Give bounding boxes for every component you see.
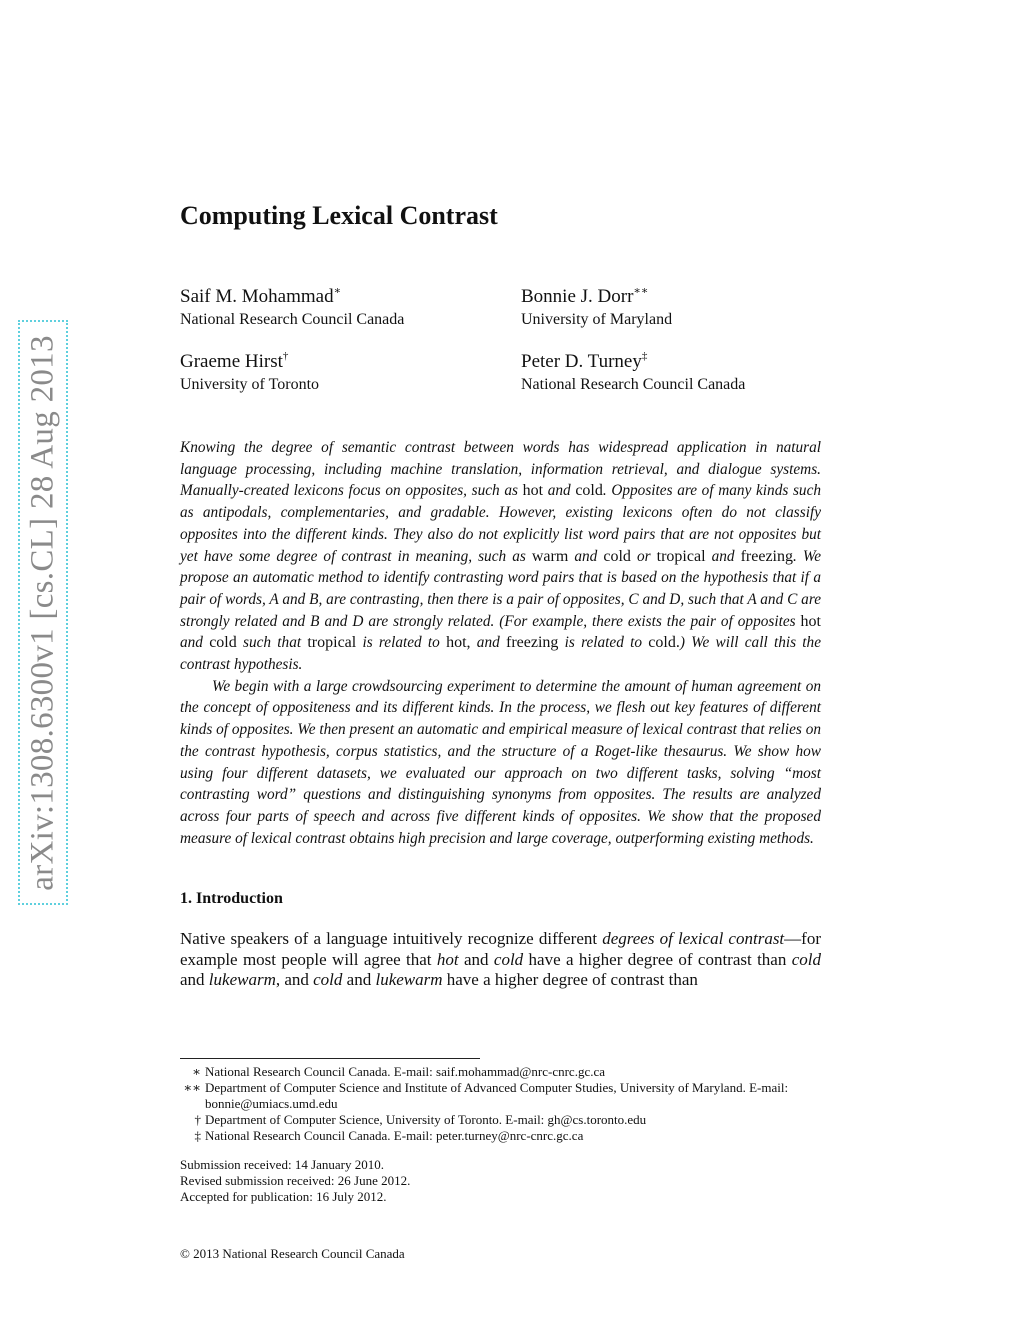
text-run: degrees of lexical contrast	[602, 929, 785, 948]
footnote-mark: ‡	[194, 1128, 201, 1143]
footnote	[180, 1080, 830, 1112]
footnote-text: Department of Computer Science, University of Toronto. E-mail: gh@cs.toronto.edu	[205, 1112, 647, 1127]
text-run: warm	[531, 547, 569, 565]
footnote-mark: ∗	[192, 1064, 201, 1079]
footnote-mark: ∗∗	[183, 1080, 201, 1095]
author-block	[180, 279, 404, 331]
footnote-text: Department of Computer Science and Institute of Advanced Computer Studies, University of Maryland. E-mail: bonnie@umiacs.umd.edu	[205, 1080, 789, 1111]
text-run: hot	[436, 949, 459, 969]
text-run: and	[543, 482, 576, 500]
text-run: Native speakers of a language intuitively recognize different	[180, 929, 603, 948]
footnote	[180, 1112, 830, 1128]
text-run: and	[458, 949, 494, 969]
paper-title: Computing Lexical Contrast	[180, 201, 498, 230]
text-run: and	[342, 970, 376, 989]
author-mark: †	[282, 350, 289, 362]
footnote	[180, 1128, 830, 1144]
footnotes	[180, 1064, 830, 1144]
author-name: Saif M. Mohammad	[180, 286, 334, 307]
author-name: Peter D. Turney	[521, 351, 642, 372]
text-run: hot,	[446, 634, 471, 652]
author-affiliation: National Research Council Canada	[521, 376, 746, 393]
text-run: cold.	[648, 634, 680, 652]
text-run: , and	[275, 970, 314, 989]
author-name: Bonnie J. Dorr	[521, 286, 634, 307]
text-run: and	[180, 634, 210, 652]
text-run: hot	[800, 612, 821, 630]
footnote-mark: †	[194, 1112, 201, 1127]
abstract	[180, 437, 821, 849]
text-run: freezing	[740, 547, 793, 565]
text-run: —for example most people will agree that	[180, 929, 821, 969]
text-run: cold	[209, 634, 237, 652]
text-run: is related to	[558, 634, 649, 652]
text-run: cold	[493, 949, 524, 969]
author-affiliation: University of Toronto	[180, 376, 320, 393]
submission-revised: Revised submission received: 26 June 2012.	[180, 1173, 411, 1188]
footnote-divider	[180, 1058, 480, 1059]
introduction-paragraph	[180, 929, 821, 991]
author-mark: ‡	[641, 350, 648, 362]
text-run: lukewarm	[375, 970, 443, 989]
submission-accepted: Accepted for publication: 16 July 2012.	[180, 1189, 387, 1204]
arxiv-stamp-text: arXiv:1308.6300v1 [cs.CL] 28 Aug 2013	[24, 334, 61, 891]
text-run: hot	[522, 482, 544, 500]
text-run: and	[705, 547, 741, 565]
text-run: and	[180, 970, 209, 989]
text-run: Knowing the degree of semantic contrast between words has widespread application in natural language processing, including machine translation, information retrieval, and dialogue systems. Manually-created lexicons focus on opposites, such as	[180, 439, 821, 500]
submission-received: Submission received: 14 January 2010.	[180, 1157, 384, 1172]
text-run: lukewarm	[208, 970, 276, 989]
text-run: cold	[603, 547, 631, 565]
author-affiliation: University of Maryland	[521, 311, 673, 328]
text-run: . Opposites are of many kinds such as antipodals, complementaries, and gradable. However, existing lexicons often do not classify opposites into the different kinds. They also do not explicitly list word pairs that are not opposites but yet have some degree of contrast in meaning, such as	[180, 482, 822, 565]
author-block	[180, 344, 319, 396]
author-mark: ∗∗	[633, 285, 649, 297]
text-run: and	[470, 634, 506, 652]
text-run: cold	[313, 970, 343, 989]
author-block	[521, 344, 745, 396]
author-mark: ∗	[333, 285, 342, 297]
author-affiliation: National Research Council Canada	[180, 311, 405, 328]
author-block	[521, 279, 672, 331]
text-run: such that	[236, 634, 308, 652]
text-run: is related to	[356, 634, 447, 652]
text-run: have a higher degree of contrast than	[442, 970, 698, 989]
abstract-paragraph-1	[180, 437, 821, 676]
section-heading-introduction: 1. Introduction	[180, 890, 283, 907]
footnote	[180, 1064, 830, 1080]
text-run: . We propose an automatic method to identify contrasting word pairs that is based on the hypothesis that if a pair of words, A and B, are contrasting, then there is a pair of opposites, C and D, such that A and C are strongly related and B and D are strongly related. (For example, there exists the pair of opposites	[180, 547, 821, 630]
text-run: and	[568, 547, 604, 565]
text-run: tropical	[656, 547, 706, 565]
author-name: Graeme Hirst	[180, 351, 283, 372]
text-run: tropical	[307, 634, 357, 652]
arxiv-stamp	[18, 320, 68, 905]
text-run: or	[630, 547, 657, 565]
copyright-notice: © 2013 National Research Council Canada	[180, 1246, 405, 1261]
text-run: cold	[575, 482, 603, 500]
text-run: ) We will call this the contrast hypothesis.	[180, 634, 821, 674]
text-run: freezing	[506, 634, 559, 652]
footnote-text: National Research Council Canada. E-mail: peter.turney@nrc-cnrc.gc.ca	[205, 1128, 584, 1143]
text-run: have a higher degree of contrast than	[523, 949, 792, 969]
abstract-paragraph-2: We begin with a large crowdsourcing experiment to determine the amount of human agreement on the concept of oppositeness and its different kinds. In the process, we flesh out key features of different kinds of opposites. We then present an automatic and empirical measure of lexical contrast that relies on the contrast hypothesis, corpus statistics, and the structure of a Roget-like thesaurus. We show how using four different datasets, we evaluated our approach on two different tasks, solving “most contrasting word” questions and distinguishing synonyms from opposites. The results are analyzed across four parts of speech and across five different kinds of opposites. We show that the proposed measure of lexical contrast obtains high precision and large coverage, outperforming existing methods.	[180, 677, 821, 847]
footnote-text: National Research Council Canada. E-mail: saif.mohammad@nrc-cnrc.gc.ca	[205, 1064, 606, 1079]
text-run: cold	[791, 949, 821, 969]
submission-history	[180, 1157, 410, 1205]
